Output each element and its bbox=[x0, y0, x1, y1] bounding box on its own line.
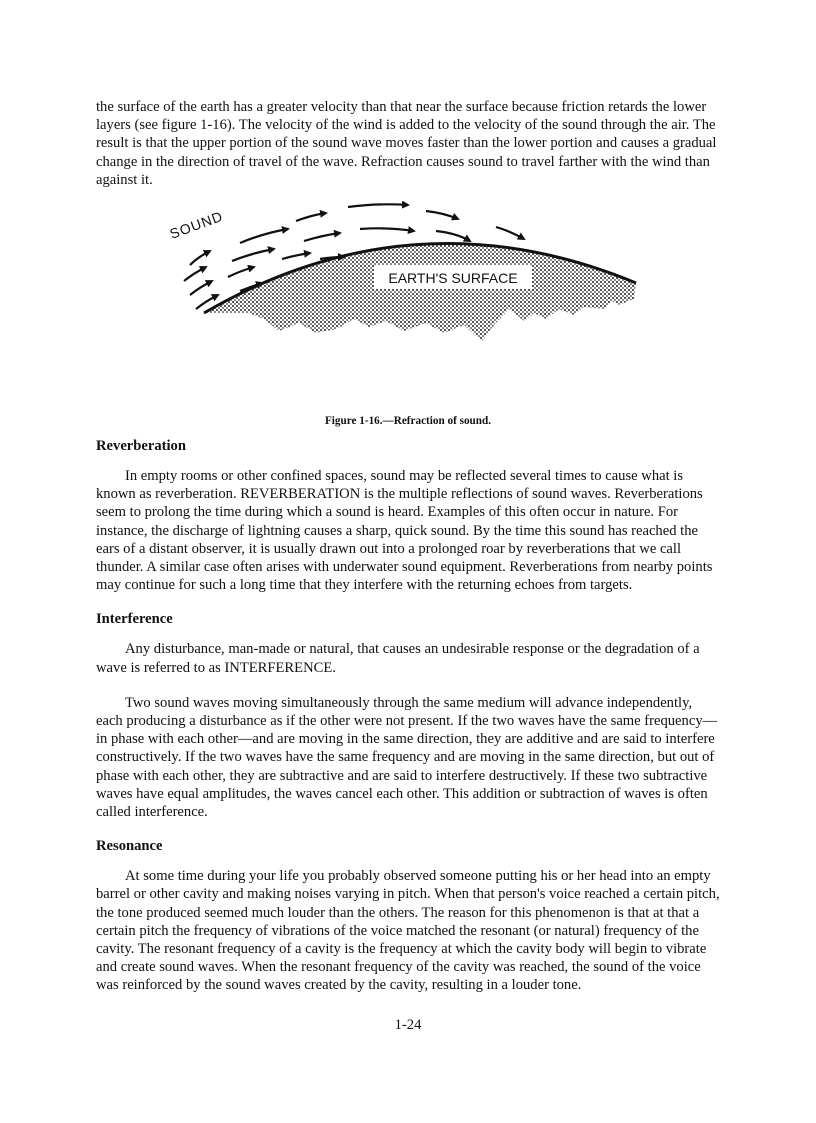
earth-body bbox=[204, 243, 636, 341]
refraction-illustration bbox=[164, 201, 644, 361]
resonance-paragraph: At some time during your life you probably observed someone putting his or her head into an empty barrel or other cavity and making noises varying in pitch. When that person's voice reached a certain pitch, the tone produced seemed much louder than the others. The reason for this phenomenon is that at that a certain pitch the frequency of vibrations of the voice matched the resonant (or natural) frequency of the cavity. The resonant frequency of a cavity is the frequency at which the cavity body will begin to vibrate and create sound waves. When the resonant frequency of the cavity was reached, the sound of the voice was reinforced by the sound waves created by the cavity, resulting in a louder tone. bbox=[96, 868, 720, 994]
ray-arrow bbox=[436, 231, 470, 241]
refraction-figure bbox=[96, 201, 720, 409]
interference-heading: Interference bbox=[96, 611, 173, 628]
sound-label: SOUND bbox=[167, 207, 226, 242]
reverberation-paragraph: In empty rooms or other confined spaces, sound may be reflected several times to cause what is known as reverberation. REVERBERATION is the multiple reflections of sound waves. Reverberations seem to prolong the time during which a sound is heard. Examples of this often occur in nature. For instance, the discharge of lightning causes a sharp, quick sound. By the time this sound has reached the ears of a distant observer, it is usually drawn out into a prolonged roar by reverberations that we call thunder. A similar case often arises with underwater sound equipment. Reverberations from nearby points may continue for such a long time that they interfere with the returning echoes from targets. bbox=[96, 468, 713, 594]
resonance-heading: Resonance bbox=[96, 838, 163, 855]
interference-paragraph-1: Any disturbance, man-made or natural, that causes an undesirable response or the degradation of a wave is referred to as INTERFERENCE. bbox=[96, 641, 700, 676]
ray-arrow bbox=[232, 249, 274, 261]
ray-arrow bbox=[360, 228, 414, 231]
figure-caption: Figure 1-16.—Refraction of sound. bbox=[324, 415, 492, 428]
page-content bbox=[96, 98, 720, 995]
surface-label: EARTH'S SURFACE bbox=[388, 270, 518, 287]
ray-arrow bbox=[190, 281, 212, 295]
ray-arrow bbox=[240, 229, 288, 243]
ray-arrow bbox=[184, 267, 206, 281]
page-number: 1-24 bbox=[394, 1017, 422, 1033]
interference-paragraph-2: Two sound waves moving simultaneously through the same medium will advance independently, each producing a disturbance as if the other were not present. If the two waves have the same frequency—in phase with each other—and are moving in the same direction, they are additive and are said to interfere constructively. If the two waves have the same frequency and are moving in the same direction, but out of phase with each other, they are subtractive and are said to interfere destructively. If these two subtractive waves have equal amplitudes, the waves cancel each other. This addition or subtraction of waves is often called interference. bbox=[96, 694, 718, 821]
ray-arrow bbox=[304, 233, 340, 241]
reverberation-heading: Reverberation bbox=[96, 438, 186, 455]
intro-paragraph: the surface of the earth has a greater velocity than that near the surface because friction retards the lower layers (see figure 1-16). The velocity of the wind is added to the velocity of the sound through the air. The result is that the upper portion of the sound wave moves faster than the lower portion and causes a gradual change in the direction of travel of the wave. Refraction causes sound to travel farther with the wind than against it. bbox=[96, 99, 717, 188]
ray-arrow bbox=[228, 267, 254, 277]
ray-arrow bbox=[426, 211, 458, 219]
ray-arrow bbox=[282, 253, 310, 259]
ray-arrow bbox=[190, 251, 210, 265]
ray-arrow bbox=[496, 227, 524, 239]
ray-arrow bbox=[348, 204, 408, 207]
ray-arrow bbox=[296, 213, 326, 221]
